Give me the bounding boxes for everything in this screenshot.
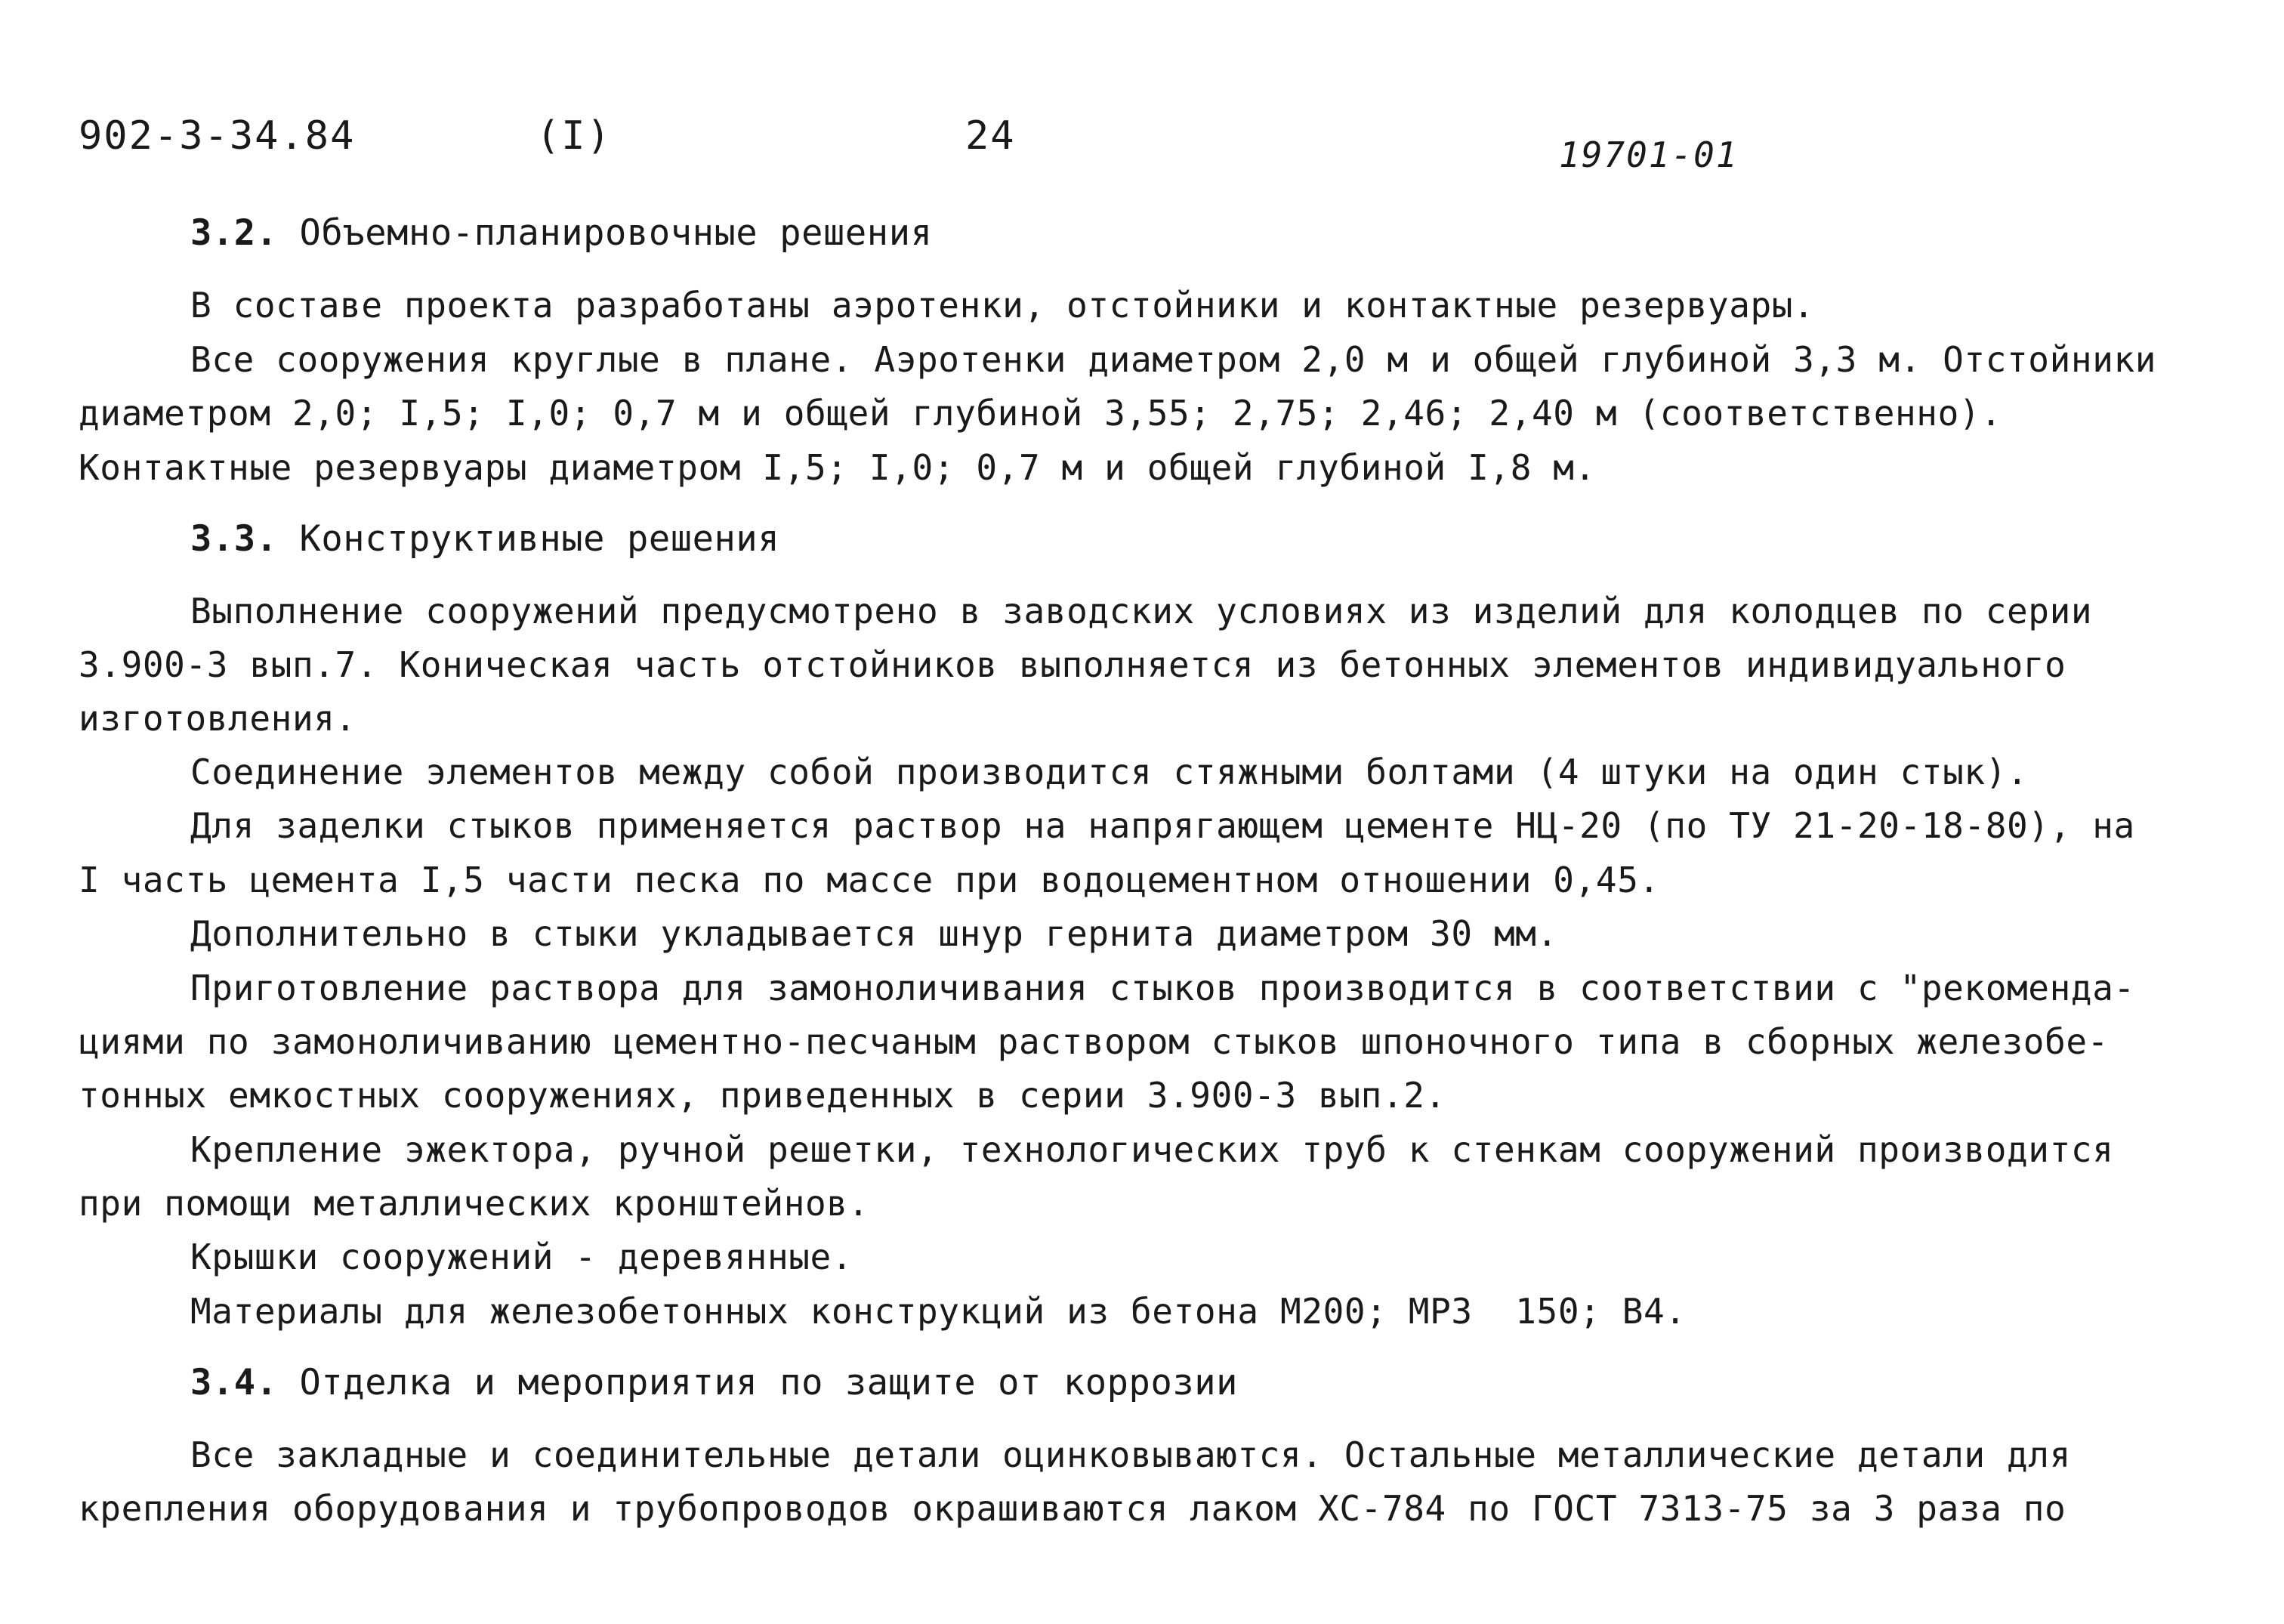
paragraph-line: Выполнение сооружений предусмотрено в заводских условиях из изделий для колодцев по серии bbox=[190, 591, 2093, 631]
section-number: 3.4. bbox=[190, 1362, 278, 1403]
paragraph-line: I часть цемента I,5 части песка по массе при водоцементном отношении 0,45. bbox=[79, 860, 1660, 900]
section-3-3-heading bbox=[190, 517, 779, 561]
paragraph-line: Приготовление раствора для замоноличивания стыков производится в соответствии с "рекоменда- bbox=[190, 968, 2135, 1008]
paragraph-line: Контактные резервуары диаметром I,5; I,0; 0,7 м и общей глубиной I,8 м. bbox=[79, 447, 1596, 488]
paragraph-line: Крышки сооружений - деревянные. bbox=[190, 1237, 853, 1277]
paragraph-line: Все закладные и соединительные детали оцинковываются. Остальные металлические детали для bbox=[190, 1434, 2071, 1475]
section-title: Объемно-планировочные решения bbox=[299, 212, 933, 254]
paragraph-line: Материалы для железобетонных конструкций из бетона М200; МРЗ 150; В4. bbox=[190, 1291, 1687, 1332]
paragraph-line: тонных емкостных сооружениях, приведенных в серии 3.900-3 вып.2. bbox=[79, 1075, 1446, 1116]
paragraph-line: Для заделки стыков применяется раствор на напрягающем цементе НЦ-20 (по ТУ 21-20-18-80), на bbox=[190, 805, 2135, 846]
page-number: 24 bbox=[965, 113, 1016, 159]
paragraph-line: Дополнительно в стыки укладывается шнур гернита диаметром 30 мм. bbox=[190, 913, 1558, 954]
paragraph-line: Крепление эжектора, ручной решетки, технологических труб к стенкам сооружений производится bbox=[190, 1129, 2114, 1170]
paragraph-line: циями по замоноличиванию цементно-песчаным раствором стыков шпоночного типа в сборных железобе- bbox=[79, 1021, 2109, 1062]
section-number: 3.2. bbox=[190, 212, 278, 254]
section-3-4-heading bbox=[190, 1361, 1238, 1405]
paragraph-line: В составе проекта разработаны аэротенки, отстойники и контактные резервуары. bbox=[190, 285, 1815, 326]
paragraph-line: Все сооружения круглые в плане. Аэротенки диаметром 2,0 м и общей глубиной 3,3 м. Отстойники bbox=[190, 339, 2157, 380]
paragraph-line: Соединение элементов между собой производится стяжными болтами (4 штуки на один стык). bbox=[190, 752, 2029, 792]
paragraph-line: изготовления. bbox=[79, 698, 356, 739]
section-3-2-heading bbox=[190, 211, 933, 255]
document-code: 902-3-34.84 bbox=[79, 113, 356, 159]
paragraph-line: диаметром 2,0; I,5; I,0; 0,7 м и общей глубиной 3,55; 2,75; 2,46; 2,40 м (соответственно). bbox=[79, 393, 2002, 434]
paragraph-line: при помощи металлических кронштейнов. bbox=[79, 1183, 869, 1224]
section-title: Отделка и мероприятия по защите от коррозии bbox=[299, 1362, 1239, 1403]
section-number: 3.3. bbox=[190, 518, 278, 560]
section-title: Конструктивные решения bbox=[299, 518, 780, 560]
paragraph-line: 3.900-3 вып.7. Коническая часть отстойников выполняется из бетонных элементов индивидуального bbox=[79, 644, 2066, 685]
volume-number: (I) bbox=[536, 113, 612, 159]
reference-number: 19701-01 bbox=[1559, 134, 1739, 175]
paragraph-line: крепления оборудования и трубопроводов окрашиваются лаком ХС-784 по ГОСТ 7313-75 за 3 раза по bbox=[79, 1488, 2066, 1529]
